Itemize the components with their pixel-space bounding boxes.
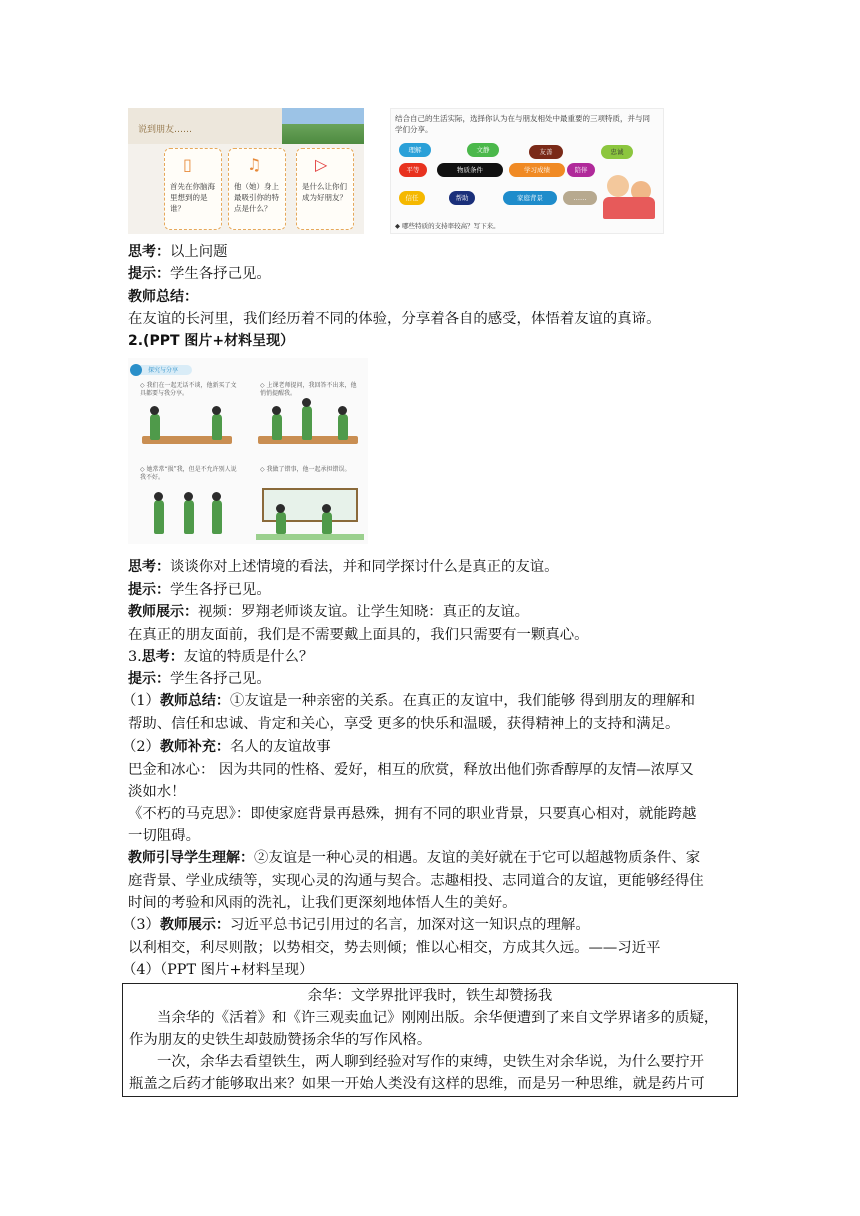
student: [302, 406, 312, 440]
line-guide-cont-1: 庭背景、学业成绩等，实现心灵的沟通与契合。志趣相投、志同道合的友谊，更能够经得住: [128, 873, 704, 889]
book-icon: ▯: [183, 155, 192, 174]
student-head: [154, 492, 163, 501]
line-marx: 《不朽的马克思》：即使家庭背景再悬殊，拥有不同的职业背景，只要真心相对，就能跨越: [128, 806, 697, 822]
text: 学生各抒已见。: [170, 582, 271, 598]
student-head: [322, 504, 331, 513]
cartoon-kids-body: [603, 197, 655, 219]
trait-pill-label: 友善: [539, 148, 553, 156]
student: [276, 512, 286, 534]
student: [212, 500, 222, 534]
friends-photo: [282, 108, 364, 144]
line-teacher-guide: [128, 848, 700, 868]
text: ①友谊是一种亲密的关系。在真正的友谊中，我们能够 得到朋友的理解和: [229, 693, 696, 709]
play-icon: ▷: [315, 155, 328, 174]
student: [338, 414, 348, 440]
student: [184, 500, 194, 534]
line-quote: 以利相交，利尽则散；以势相交，势去则倾；惟以心相交，方成其久远。——习近平: [128, 940, 661, 956]
text: 以上问题: [170, 244, 228, 260]
student-head: [276, 504, 285, 513]
question-card: [164, 148, 222, 230]
scene-caption: ◇ 上课老师提问，我回答不出来，他悄悄提醒我。: [260, 382, 357, 397]
label: 教师总结：: [128, 289, 198, 305]
explore-header-text: 探究与分享: [148, 367, 179, 374]
student: [322, 512, 332, 534]
number: （2）: [122, 739, 160, 755]
line-hint-3: [128, 669, 271, 689]
student: [150, 414, 160, 440]
text: 名人的友谊故事: [229, 739, 331, 755]
explore-header: [128, 362, 368, 376]
number: 3.: [128, 649, 142, 665]
grass: [256, 534, 364, 540]
question-card-text: 首先在你脑海里想到的是谁？: [170, 182, 215, 213]
text: ②友谊是一种心灵的相遇。友谊的美好就在于它可以超越物质条件、家: [254, 850, 701, 866]
scene-panel: [252, 462, 364, 542]
student: [154, 500, 164, 534]
label: 教师总结：: [159, 693, 230, 709]
question-card: [228, 148, 286, 230]
trait-pill-label: 家庭背景: [517, 194, 543, 202]
trait-pill: [399, 143, 431, 157]
line-think-1: [128, 242, 228, 262]
text: 习近平总书记引用过的名言，加深对这一知识点的理解。: [229, 917, 590, 933]
friends-slide-image: [128, 108, 364, 234]
story-paragraph-2-cont: 瓶盖之后药才能够取出来？如果一开始人类没有这样的思维，而是另一种思维，就是药片可: [129, 1076, 705, 1092]
line-true-friend: 在真正的朋友面前，我们是不需要戴上面具的，我们只需要有一颗真心。: [128, 627, 589, 643]
text: 学生各抒己见。: [170, 671, 271, 687]
friendship-traits-image: [390, 108, 664, 234]
question-card-text: 他（她）身上最吸引你的特点是什么？: [234, 182, 279, 213]
cartoon-kid-illustration: [607, 175, 629, 197]
trait-pill: [399, 163, 427, 177]
scene-panel: [132, 378, 244, 458]
line-bajin-bingxin: 巴金和冰心： 因为共同的性格、爱好，相互的欣赏，释放出他们弥香醇厚的友情—浓厚又: [128, 762, 694, 778]
music-note-icon: ♫: [247, 155, 262, 174]
trait-pill-label: 陪伴: [574, 166, 588, 174]
number: （3）: [122, 917, 160, 933]
trait-pill-label: 信任: [405, 194, 419, 202]
student: [272, 414, 282, 440]
line-teacher-summary-label: [128, 287, 198, 307]
traits-footer: ◆ 哪些特质的支持率较高？写下来。: [395, 222, 500, 230]
scene-panel: [132, 462, 244, 542]
label: 提示：: [128, 582, 170, 598]
story-box: [122, 983, 738, 1097]
label: 教师补充：: [159, 739, 230, 755]
student-head: [272, 406, 281, 415]
label: 教师展示：: [128, 604, 198, 620]
trait-pill-label: 理解: [408, 146, 422, 154]
story-title: 余华：文学界批评我时，铁生却赞扬我: [307, 988, 553, 1004]
trait-pill: [601, 145, 633, 159]
trait-pill: [563, 191, 597, 205]
trait-pill: [509, 163, 565, 177]
line-think-3: [128, 647, 313, 667]
label: 提示：: [128, 266, 170, 282]
trait-pill: [567, 163, 595, 177]
label: 教师引导学生理解：: [128, 850, 254, 866]
scene-panel: [252, 378, 364, 458]
line-teacher-show-2: [122, 915, 590, 935]
trait-pill-label: 文静: [476, 146, 490, 154]
trait-pill-label: 忠诚: [610, 148, 624, 156]
trait-pill-label: 学习成绩: [524, 166, 550, 174]
trait-pill-label: 帮助: [455, 194, 469, 202]
line-hint-1: [128, 264, 271, 284]
story-paragraph-1-cont: 作为朋友的史铁生却鼓励赞扬余华的写作风格。: [129, 1032, 432, 1048]
explore-header-dot: [130, 364, 142, 376]
text: 友谊的特质是什么？: [183, 649, 314, 665]
traits-heading: 结合自己的生活实际，选择你认为在与朋友相处中最重要的三项特质，并与同学们分享。: [395, 114, 650, 134]
trait-pill-label: ……: [573, 194, 587, 202]
student-head: [184, 492, 193, 501]
line-guide-cont-2: 时间的考验和风雨的洗礼，让我们更深刻地体悟人生的美好。: [128, 895, 517, 911]
scene-caption: ◇ 她常常“损”我，但是不允许别人说我不好。: [140, 466, 237, 481]
student: [212, 414, 222, 440]
student-head: [150, 406, 159, 415]
text: 视频：罗翔老师谈友谊。让学生知晓：真正的友谊。: [198, 604, 529, 620]
label: 思考：: [141, 649, 184, 665]
label: 教师展示：: [159, 917, 230, 933]
trait-pill-label: 物质条件: [457, 166, 483, 174]
student-head: [212, 406, 221, 415]
label: 思考：: [128, 559, 170, 575]
story-paragraph-1: 当余华的《活着》和《许三观卖血记》刚刚出版。余华便遭到了来自文学界诸多的质疑，: [157, 1010, 719, 1026]
trait-pill: [529, 145, 563, 159]
trait-pill: [467, 143, 499, 157]
student-head: [338, 406, 347, 415]
line-section-2: [128, 331, 294, 351]
line-marx-cont: 一切阻碍。: [128, 828, 200, 844]
scene-caption: ◇ 我们在一起无话不谈，他新买了文具都要与我分享。: [140, 382, 237, 397]
line-summary-text: 在友谊的长河里，我们经历着不同的体验，分享着各自的感受，体悟着友谊的真谛。: [128, 311, 661, 327]
line-summary-cont: 帮助、信任和忠诚、肯定和关心，享受 更多的快乐和温暖，获得精神上的支持和满足。: [128, 716, 680, 732]
line-hint-2: [128, 580, 271, 600]
trait-pill-label: 平等: [406, 166, 420, 174]
scene-caption: ◇ 我做了错事，他一起承担错误。: [260, 466, 351, 473]
number: （1）: [122, 693, 160, 709]
trait-pill: [437, 163, 503, 177]
student-head: [302, 398, 311, 407]
question-card-text: 是什么让你们成为好朋友？: [302, 182, 347, 202]
student-head: [212, 492, 221, 501]
label: 思考：: [128, 244, 170, 260]
line-think-2: [128, 557, 559, 577]
trait-pill: [449, 191, 475, 205]
line-teacher-supplement: [122, 737, 331, 757]
slide-title: 说到朋友……: [138, 125, 193, 135]
story-paragraph-2: 一次，余华去看望铁生，两人聊到经验对写作的束缚，史铁生对余华说，为什么要拧开: [157, 1054, 704, 1070]
text: 谈谈你对上述情境的看法，并和同学探讨什么是真正的友谊。: [170, 559, 559, 575]
line-section-4: （4）（PPT 图片+材料呈现）: [122, 962, 314, 978]
trait-pill: [399, 191, 425, 205]
question-card: [296, 148, 354, 230]
trait-pill: [503, 191, 557, 205]
label: 提示：: [128, 671, 170, 687]
explore-and-share-image: [128, 358, 368, 544]
text: 学生各抒己见。: [170, 266, 271, 282]
section-2-heading: 2.(PPT 图片+材料呈现）: [128, 333, 295, 349]
line-teacher-show-1: [128, 602, 529, 622]
line-bajin-cont: 淡如水！: [128, 784, 186, 800]
line-teacher-summary-2: [122, 691, 695, 711]
